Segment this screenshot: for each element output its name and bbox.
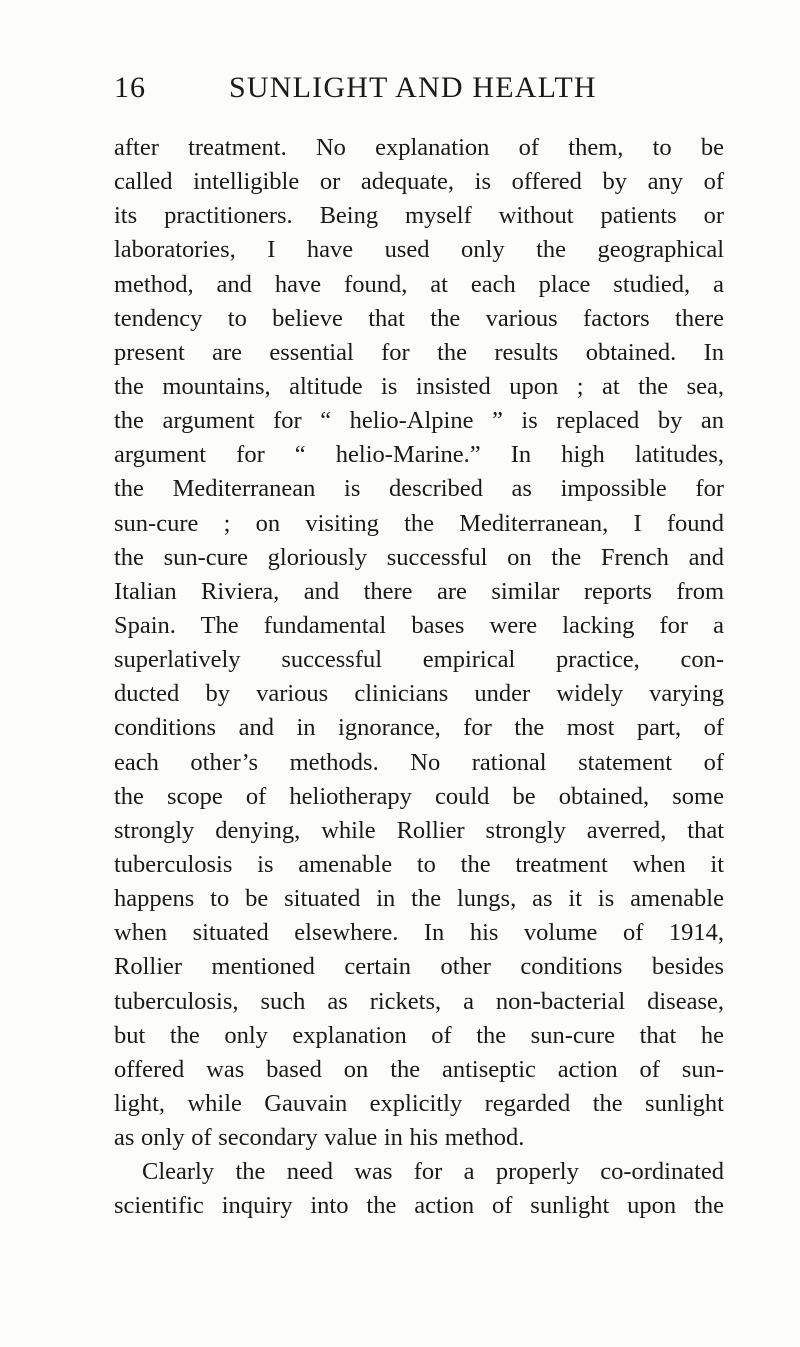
text-line: argument for “ helio-Marine.” In high latitudes, [114,441,724,469]
text-line: Spain. The fundamental bases were lacking for a [114,611,724,639]
text-line: strongly denying, while Rollier strongly averred, that [114,816,724,844]
text-line: Rollier mentioned certain other conditions besides [114,953,724,981]
text-line: happens to be situated in the lungs, as it is amenable [114,885,724,913]
text-line: ducted by various clinicians under widely varying [114,680,724,708]
text-line: tuberculosis is amenable to the treatment when it [114,850,724,878]
text-line: conditions and in ignorance, for the most part, of [114,714,724,742]
page-number: 16 [114,71,146,104]
text-line: its practitioners. Being myself without patients or [114,202,724,230]
text-line: called intelligible or adequate, is offered by any of [114,168,724,196]
text-line: the argument for “ helio-Alpine ” is replaced by an [114,407,724,435]
text-line: offered was based on the antiseptic action of sun- [114,1055,724,1083]
body-text [114,131,724,1224]
text-line: when situated elsewhere. In his volume of 1914, [114,919,724,947]
text-line: the sun-cure gloriously successful on the French and [114,543,724,571]
text-line: each other’s methods. No rational statement of [114,748,724,776]
text-line: the mountains, altitude is insisted upon ; at the sea, [114,372,724,400]
text-line: light, while Gauvain explicitly regarded the sunlight [114,1089,724,1117]
text-line: sun-cure ; on visiting the Mediterranean, I found [114,509,724,537]
text-line: tendency to believe that the various factors there [114,304,724,332]
text-line: the Mediterranean is described as impossible for [114,475,724,503]
text-line: scientific inquiry into the action of sunlight upon the [114,1192,724,1220]
text-line: the scope of heliotherapy could be obtained, some [114,782,724,810]
text-line: tuberculosis, such as rickets, a non-bacterial disease, [114,987,724,1015]
text-line: laboratories, I have used only the geographical [114,236,724,264]
text-line: after treatment. No explanation of them, to be [114,134,724,161]
paragraph-end-line: as only of secondary value in his method. [114,1124,525,1152]
running-title: SUNLIGHT AND HEALTH [229,71,597,104]
paragraph-start-line: Clearly the need was for a properly co-ordinated [142,1158,724,1186]
text-line: method, and have found, at each place studied, a [114,270,724,298]
text-line: present are essential for the results obtained. In [114,338,724,366]
text-line: but the only explanation of the sun-cure that he [114,1021,724,1049]
text-line: Italian Riviera, and there are similar reports from [114,577,724,605]
running-head [114,66,714,110]
text-line: superlatively successful empirical practice, con- [114,646,724,674]
